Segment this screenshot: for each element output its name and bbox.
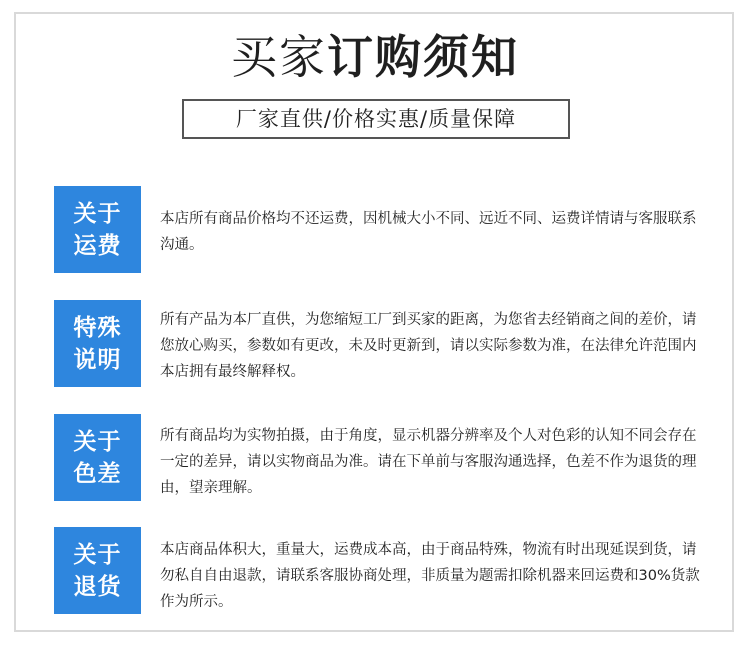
section-text: 本店商品体积大，重量大，运费成本高，由于商品特殊，物流有时出现延误到货，请勿私自自由退款，请联系客服协商处理，非质量为题需扣除机器来回运费和30%货款作为所示。 — [160, 542, 700, 610]
tag-line-1: 特殊 — [73, 314, 122, 341]
subtitle-box — [182, 99, 570, 139]
title-bold-part: 订购须知 — [327, 30, 519, 84]
tag-line-2: 退货 — [73, 573, 122, 600]
page-title — [0, 26, 750, 88]
title-light-part: 买家 — [231, 30, 327, 84]
section-text: 所有商品均为实物拍摄，由于角度，显示机器分辨率及个人对色彩的认知不同会存在一定的差异，请以实物商品为准。请在下单前与客服沟通选择，色差不作为退货的理由，望亲理解。 — [160, 428, 697, 496]
tag-line-1: 关于 — [73, 200, 122, 227]
section-tag — [54, 186, 141, 273]
section-tag — [54, 527, 141, 614]
section-tag — [54, 300, 141, 387]
tag-line-2: 色差 — [73, 460, 122, 487]
subtitle-text: 厂家直供/价格实惠/质量保障 — [235, 107, 517, 131]
tag-line-1: 关于 — [73, 541, 122, 568]
section-text: 本店所有商品价格均不还运费，因机械大小不同、远近不同、运费详情请与客服联系沟通。 — [160, 211, 697, 253]
tag-line-2: 说明 — [73, 346, 122, 373]
section-tag — [54, 414, 141, 501]
tag-line-1: 关于 — [73, 428, 122, 455]
tag-line-2: 运费 — [73, 232, 122, 259]
section-text: 所有产品为本厂直供，为您缩短工厂到买家的距离，为您省去经销商之间的差价，请您放心购买，参数如有更改，未及时更新到，请以实际参数为准，在法律允许范围内本店拥有最终解释权。 — [160, 312, 697, 380]
